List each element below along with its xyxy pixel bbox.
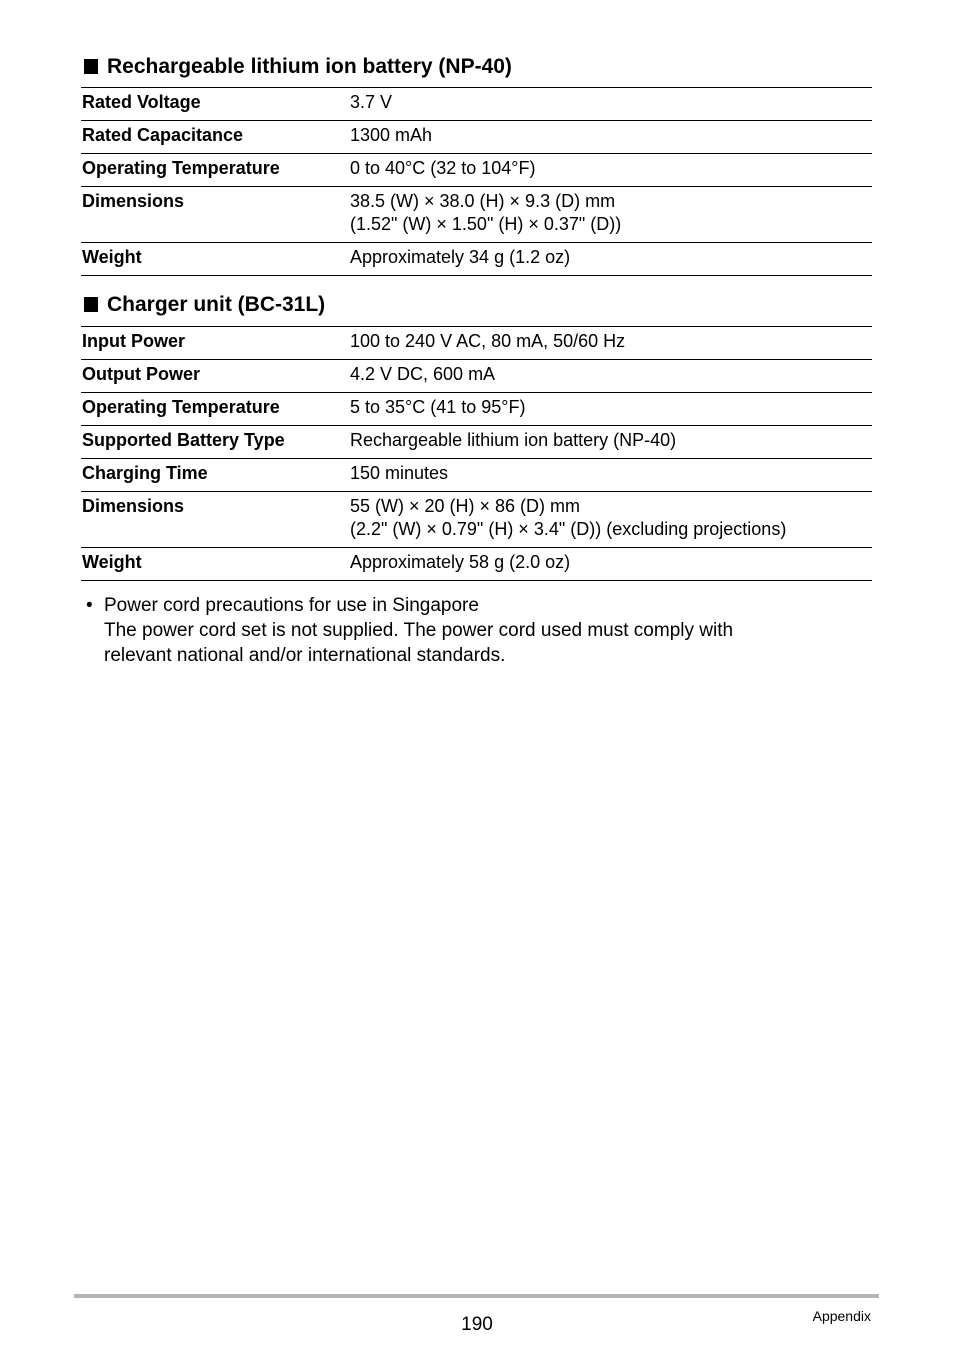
table-row [81,548,872,581]
table-row [81,492,872,548]
spec-label: Charging Time [82,463,208,483]
spec-value: Approximately 34 g (1.2 oz) [350,247,571,267]
spec-label: Supported Battery Type [82,430,285,450]
spec-value: 4.2 V DC, 600 mA [350,364,496,384]
table-row [81,360,872,393]
power-cord-note [86,593,733,668]
spec-value: 55 (W) × 20 (H) × 86 (D) mm (2.2" (W) × 0.79" (H) × 3.4" (D)) (excluding projections) [350,496,787,539]
footer-section-label: Appendix [812,1308,871,1324]
spec-value: 38.5 (W) × 38.0 (H) × 9.3 (D) mm (1.52" (W) × 1.50" (H) × 0.37" (D)) [350,191,622,234]
black-square-icon [84,59,98,74]
table-row [81,121,872,154]
black-square-icon [84,297,98,312]
spec-label: Weight [82,247,142,267]
spec-label: Operating Temperature [82,397,280,417]
battery-heading-text: Rechargeable lithium ion battery (NP-40) [107,55,512,78]
charger-section-heading [84,293,325,317]
spec-value: 5 to 35°C (41 to 95°F) [350,397,526,417]
battery-spec-table [81,87,872,276]
spec-label: Dimensions [82,191,185,211]
table-row [81,327,872,360]
charger-spec-table [81,326,872,581]
spec-label: Rated Capacitance [82,125,244,145]
charger-heading-text: Charger unit (BC-31L) [107,293,326,316]
spec-value: Rechargeable lithium ion battery (NP-40) [350,430,677,450]
page-number: 190 [461,1314,493,1335]
table-row [81,393,872,426]
table-row [81,187,872,243]
spec-label: Rated Voltage [82,92,201,112]
spec-value: Approximately 58 g (2.0 oz) [350,552,571,572]
footer-divider [74,1294,879,1298]
bullet-icon: • [86,595,93,616]
spec-label: Input Power [82,331,185,351]
spec-label: Weight [82,552,142,572]
spec-label: Operating Temperature [82,158,280,178]
note-line: Power cord precautions for use in Singapore [104,595,479,616]
note-line: relevant national and/or international standards. [104,645,506,666]
table-row [81,88,872,121]
spec-value: 1300 mAh [350,125,433,145]
spec-label: Output Power [82,364,200,384]
table-row [81,154,872,187]
battery-section-heading [84,55,512,79]
spec-value: 150 minutes [350,463,449,483]
spec-value: 3.7 V [350,92,393,112]
spec-value: 0 to 40°C (32 to 104°F) [350,158,536,178]
note-line: The power cord set is not supplied. The power cord used must comply with [104,620,734,641]
spec-value: 100 to 240 V AC, 80 mA, 50/60 Hz [350,331,626,351]
table-row [81,459,872,492]
table-row [81,426,872,459]
table-row [81,243,872,276]
spec-label: Dimensions [82,496,185,516]
